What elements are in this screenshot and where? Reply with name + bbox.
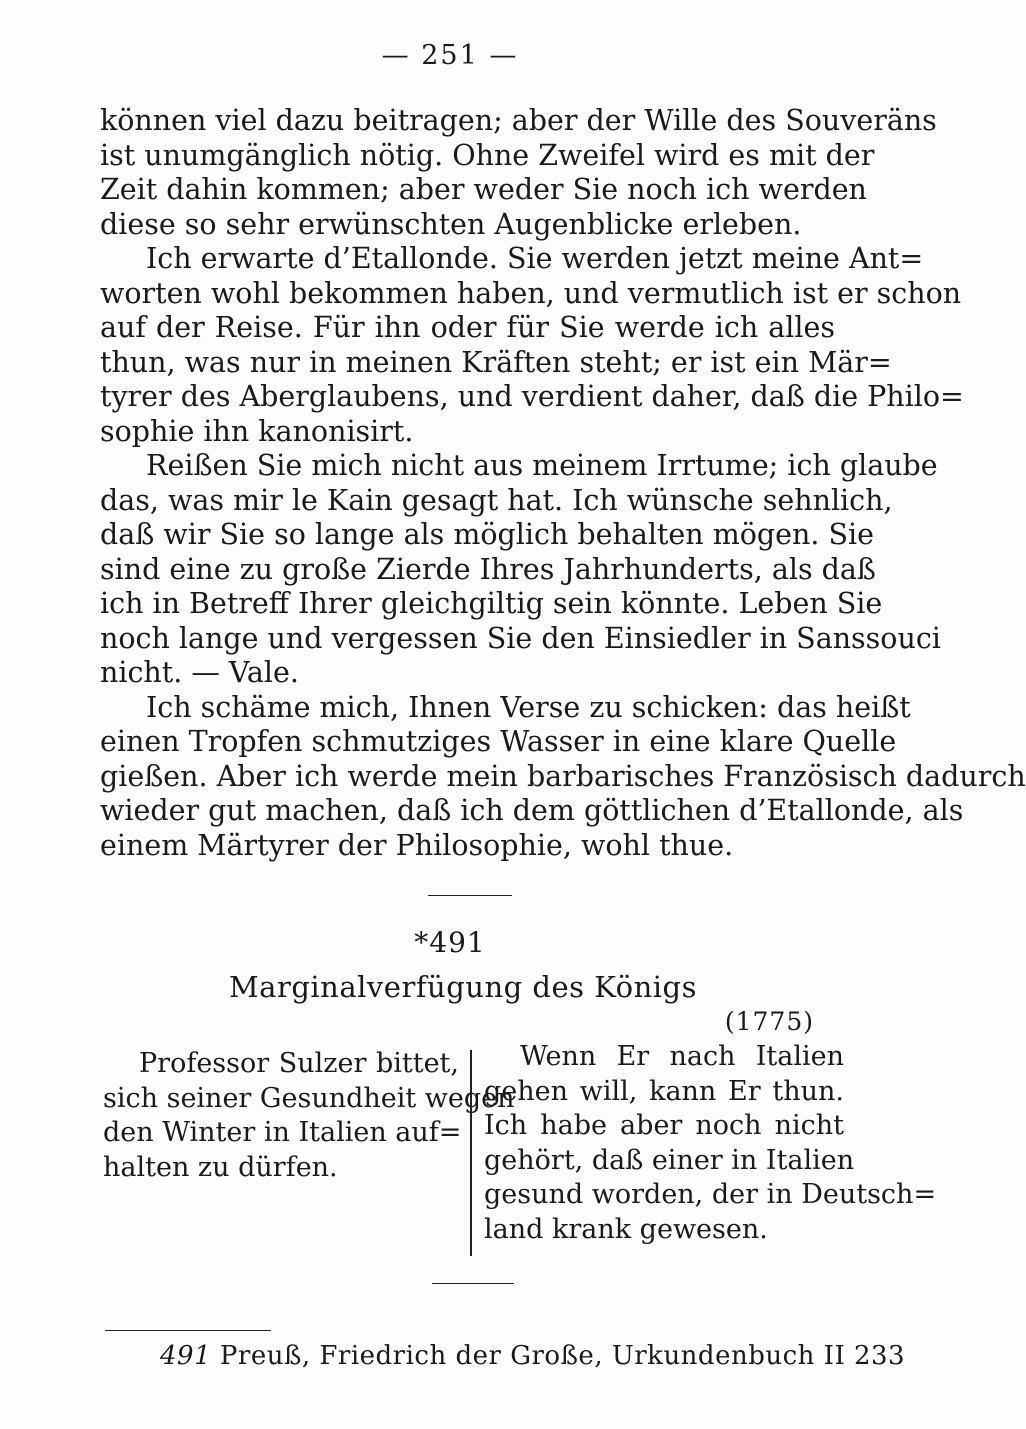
body-line: worten wohl bekommen haben, und vermutlich ist er schon — [100, 276, 962, 310]
body-line: daß wir Sie so lange als möglich behalten mögen. Sie — [100, 518, 874, 551]
entry-date: (1775) — [724, 1007, 814, 1036]
page-number: — 251 — — [381, 40, 519, 71]
petition-line: den Winter in Italien auf= — [103, 1117, 462, 1148]
body-line: Ich erwarte d’Etallonde. Sie werden jetzt meine Ant= — [146, 242, 924, 275]
section-divider — [428, 895, 512, 896]
body-line: das, was mir le Kain gesagt hat. Ich wünsche sehnlich, — [100, 483, 893, 517]
body-line: einen Tropfen schmutziges Wasser in eine klare Quelle — [100, 725, 897, 758]
body-line: ist unumgänglich nötig. Ohne Zweifel wird es mit der — [100, 138, 875, 172]
body-line: nicht. — Vale. — [100, 656, 299, 689]
footnote — [160, 1341, 906, 1371]
body-line: Reißen Sie mich nicht aus meinem Irrtume; ich glaube — [146, 449, 938, 482]
body-line: ich in Betreff Ihrer gleichgiltig sein könnte. Leben Sie — [100, 587, 883, 620]
footnote-rule — [105, 1330, 271, 1331]
footnote-text: Preuß, Friedrich der Große, Urkundenbuch II 233 — [219, 1341, 906, 1371]
decision-column — [484, 1040, 937, 1247]
letter-body — [100, 104, 1026, 863]
body-line: Ich schäme mich, Ihnen Verse zu schicken: das heißt — [146, 690, 911, 724]
body-line: sind eine zu große Zierde Ihres Jahrhunderts, als daß — [100, 552, 876, 586]
decision-line: gehört, daß einer in Italien — [484, 1144, 855, 1176]
body-line: auf der Reise. Für ihn oder für Sie werde ich alles — [100, 311, 835, 344]
petition-line: Professor Sulzer bittet, — [139, 1048, 459, 1079]
body-line: thun, was nur in meinen Kräften steht; er ist ein Mär= — [100, 345, 892, 379]
column-rule — [470, 1050, 472, 1256]
body-line: Zeit dahin kommen; aber weder Sie noch ich werden — [100, 173, 867, 206]
body-line: einem Märtyrer der Philosophie, wohl thue. — [100, 828, 734, 862]
decision-line: Ich habe aber noch nicht — [484, 1110, 844, 1141]
petition-column — [103, 1047, 515, 1185]
decision-line: gesund worden, der in Deutsch= — [484, 1179, 937, 1210]
body-line: wieder gut machen, daß ich dem göttlichen d’Etallonde, als — [100, 794, 964, 827]
body-line: tyrer des Aberglaubens, und verdient daher, daß die Philo= — [100, 380, 964, 413]
body-line: können viel dazu beitragen; aber der Wille des Souveräns — [100, 104, 937, 137]
section-divider — [432, 1283, 514, 1284]
body-line: gießen. Aber ich werde mein barbarisches Französisch dadurch — [100, 759, 1026, 793]
body-line: diese so sehr erwünschten Augenblicke erleben. — [100, 207, 802, 241]
entry-title: Marginalverfügung des Königs — [228, 970, 698, 1004]
petition-line: halten zu dürfen. — [103, 1151, 338, 1183]
petition-line: sich seiner Gesundheit wegen — [103, 1082, 515, 1114]
decision-line: Wenn Er nach Italien — [520, 1041, 844, 1072]
body-line: noch lange und vergessen Sie den Einsiedler in Sanssouci — [100, 621, 941, 655]
decision-line: gehen will, kann Er thun. — [484, 1075, 844, 1107]
body-line: sophie ihn kanonisirt. — [100, 414, 414, 448]
entry-number: *491 — [414, 926, 486, 959]
footnote-number: 491 — [160, 1341, 212, 1371]
decision-line: land krank gewesen. — [484, 1213, 768, 1245]
